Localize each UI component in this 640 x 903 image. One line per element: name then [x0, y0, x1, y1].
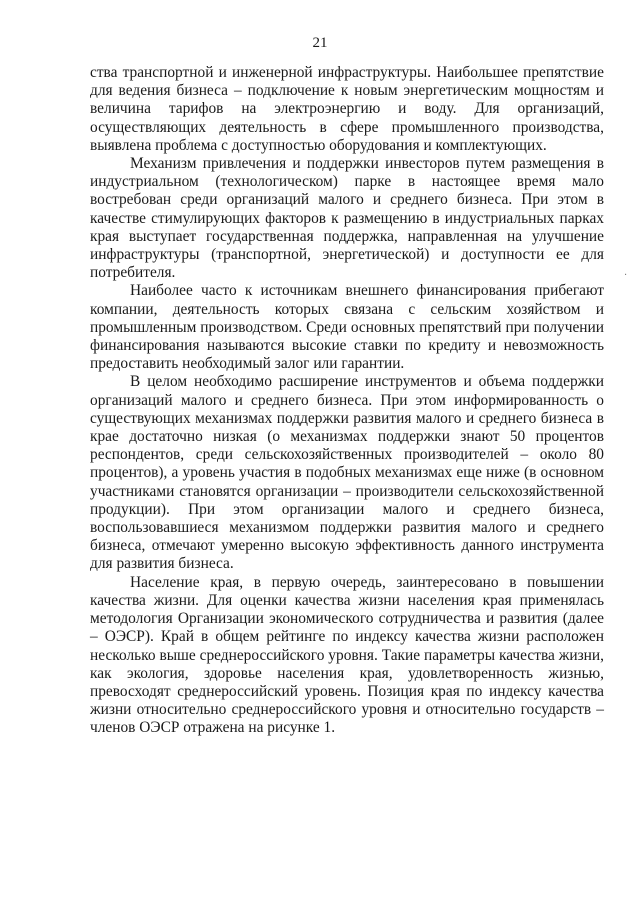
body-text — [90, 64, 604, 738]
paragraph-industrial-park: Механизм привлечения и поддержки инвесторов путем размещения в индустриальном (технологическом) парке в настоящее время мало востребован среди организаций малого и среднего бизнеса. При этом в качестве стимулирующих факторов к размещению в индустриальных парках края выступает государственная поддержка, направленная на улучшение инфраструктуры (транспортной, энергетической) и доступности ее для потребителя. — [90, 155, 604, 282]
stray-dot: · — [624, 270, 628, 281]
paragraph-quality-of-life: Население края, в первую очередь, заинтересовано в повышении качества жизни. Для оценки качества жизни населения края применялась методология Организации экономического сотрудничества и развития (далее – ОЭСР). Край в общем рейтинге по индексу качества жизни расположен несколько выше среднероссийского уровня. Такие параметры качества жизни, как экология, здоровье населения края, удовлетворенность жизнью, превосходят среднероссийский уровень. Позиция края по индексу качества жизни относительно среднероссийского уровня и относительно государств – членов ОЭСР отражена на рисунке 1. — [90, 573, 604, 737]
paragraph-support-instruments: В целом необходимо расширение инструментов и объема поддержки организаций малого и среднего бизнеса. При этом информированность о существующих механизмах поддержки развития малого и среднего бизнеса в крае достаточно низкая (о механизмах поддержки знают 50 процентов респондентов, среди сельскохозяйственных производителей – около 80 процентов), а уровень участия в подобных механизмах еще ниже (в основном участниками становятся организации – производители сельскохозяйственной продукции). При этом организации малого и среднего бизнеса, воспользовавшиеся механизмом поддержки развития малого и среднего бизнеса, отмечают умеренно высокую эффективность данного инструмента для развития бизнеса. — [90, 373, 604, 573]
page-number: 21 — [312, 35, 328, 51]
paragraph-continuation: ства транспортной и инженерной инфраструктуры. Наибольшее препятствие для ведения бизнеса – подключение к новым энергетическим мощностям и величина тарифов на электроэнергию и воду. Для организаций, осуществляющих деятельность в сфере промышленного производства, выявлена проблема с доступностью оборудования и комплектующих. — [90, 64, 604, 154]
paragraph-external-financing: Наиболее часто к источникам внешнего финансирования прибегают компании, деятельность которых связана с сельским хозяйством и промышленным производством. Среди основных препятствий при получении финансирования называются высокие ставки по кредиту и невозможность предоставить необходимый залог или гарантии. — [90, 282, 604, 373]
